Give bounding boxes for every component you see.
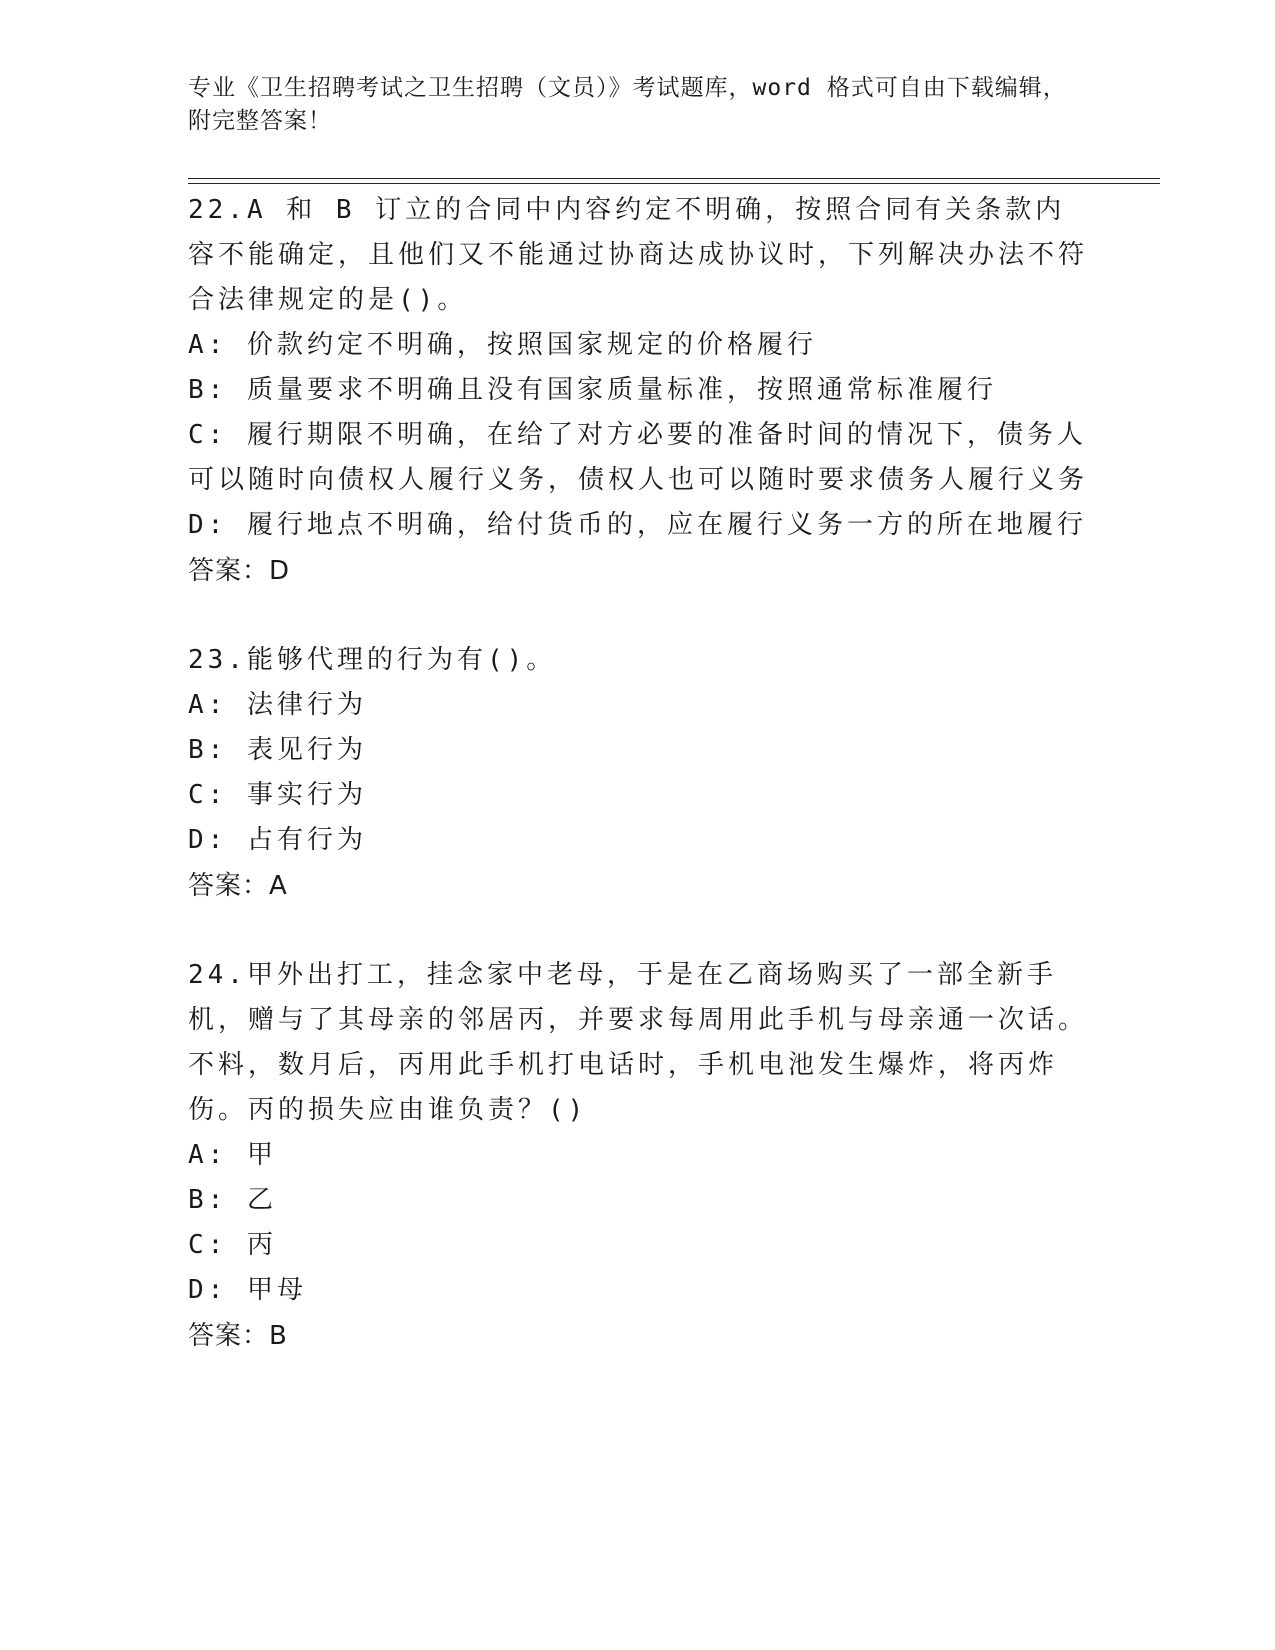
question-stem: 23.能够代理的行为有()。 <box>188 645 557 675</box>
header-divider-bottom <box>188 183 1160 184</box>
answer-line: 答案：B <box>188 1321 288 1351</box>
question-24 <box>188 953 1088 1359</box>
option-a: A: 价款约定不明确，按照国家规定的价格履行 <box>188 330 817 360</box>
option-c: C: 事实行为 <box>188 780 367 810</box>
question-list <box>188 188 1088 1359</box>
option-d: D: 履行地点不明确，给付货币的，应在履行义务一方的所在地履行 <box>188 510 1087 540</box>
question-spacer <box>188 909 1088 953</box>
option-d: D: 占有行为 <box>188 825 367 855</box>
answer-line: 答案：D <box>188 556 291 586</box>
question-stem: 22.A 和 B 订立的合同中内容约定不明确，按照合同有关条款内容不能确定，且他们又不能通过协商达成协议时，下列解决办法不符合法律规定的是()。 <box>188 195 1089 315</box>
option-c: C: 丙 <box>188 1230 277 1260</box>
question-stem: 24.甲外出打工，挂念家中老母，于是在乙商场购买了一部全新手机，赠与了其母亲的邻居丙，并要求每周用此手机与母亲通一次话。不料，数月后，丙用此手机打电话时，手机电池发生爆炸，将丙炸伤。丙的损失应由谁负责？() <box>188 960 1089 1125</box>
option-a: A: 甲 <box>188 1140 277 1170</box>
option-b: B: 质量要求不明确且没有国家质量标准，按照通常标准履行 <box>188 375 997 405</box>
header-divider-top <box>188 178 1160 179</box>
option-b: B: 表见行为 <box>188 735 367 765</box>
option-c: C: 履行期限不明确，在给了对方必要的准备时间的情况下，债务人可以随时向债权人履行义务，债权人也可以随时要求债务人履行义务 <box>188 420 1089 495</box>
document-intro: 专业《卫生招聘考试之卫生招聘（文员）》考试题库，word 格式可自由下载编辑，附完整答案！ <box>188 75 1067 134</box>
option-b: B: 乙 <box>188 1185 277 1215</box>
option-a: A: 法律行为 <box>188 690 367 720</box>
question-spacer <box>188 594 1088 638</box>
question-22 <box>188 188 1088 594</box>
question-23 <box>188 638 1088 909</box>
answer-line: 答案：A <box>188 871 288 901</box>
option-d: D: 甲母 <box>188 1275 307 1305</box>
